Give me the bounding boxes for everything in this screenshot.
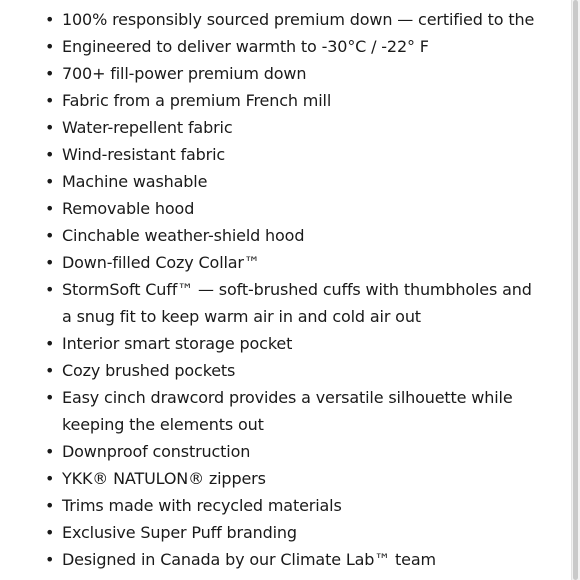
feature-item <box>0 357 572 384</box>
bullet-icon: • <box>45 361 55 380</box>
feature-text: Cinchable weather-shield hood <box>62 226 305 245</box>
feature-text: Cozy brushed pockets <box>62 361 236 380</box>
bullet-icon: • <box>45 388 55 407</box>
feature-text: Fabric from a premium French mill <box>62 91 332 110</box>
feature-item <box>0 6 572 33</box>
bullet-icon: • <box>45 334 55 353</box>
feature-text: Machine washable <box>62 172 208 191</box>
feature-item <box>0 438 572 465</box>
scrollbar-thumb[interactable] <box>573 0 578 580</box>
bullet-icon: • <box>45 10 55 29</box>
feature-text: Wind-resistant fabric <box>62 145 226 164</box>
bullet-icon: • <box>45 145 55 164</box>
feature-item <box>0 465 572 492</box>
feature-item <box>0 276 572 330</box>
feature-item <box>0 87 572 114</box>
feature-item <box>0 519 572 546</box>
bullet-icon: • <box>45 469 55 488</box>
feature-text: YKK® NATULON® zippers <box>62 469 266 488</box>
feature-item <box>0 33 572 60</box>
feature-text: Downproof construction <box>62 442 251 461</box>
feature-item <box>0 168 572 195</box>
bullet-icon: • <box>45 118 55 137</box>
feature-item <box>0 195 572 222</box>
feature-item <box>0 222 572 249</box>
bullet-icon: • <box>45 172 55 191</box>
feature-item <box>0 60 572 87</box>
feature-text: Interior smart storage pocket <box>62 334 293 353</box>
bullet-icon: • <box>45 442 55 461</box>
vertical-scrollbar[interactable] <box>571 0 580 580</box>
bullet-icon: • <box>45 496 55 515</box>
bullet-icon: • <box>45 523 55 542</box>
feature-text: Engineered to deliver warmth to -30°C / -22° F <box>62 37 429 56</box>
feature-text: Water-repellent fabric <box>62 118 233 137</box>
feature-text: 100% responsibly sourced premium down — certified to the <box>62 10 535 29</box>
feature-text: 700+ fill-power premium down <box>62 64 307 83</box>
feature-text: Easy cinch drawcord provides a versatile silhouette while keeping the elements out <box>62 388 513 434</box>
bullet-icon: • <box>45 280 55 299</box>
feature-text: Exclusive Super Puff branding <box>62 523 297 542</box>
feature-item <box>0 546 572 573</box>
feature-text: Designed in Canada by our Climate Lab™ team <box>62 550 436 569</box>
feature-text: Down-filled Cozy Collar™ <box>62 253 260 272</box>
bullet-icon: • <box>45 199 55 218</box>
feature-item <box>0 384 572 438</box>
bullet-icon: • <box>45 91 55 110</box>
bullet-icon: • <box>45 37 55 56</box>
feature-item <box>0 114 572 141</box>
feature-text: StormSoft Cuff™ — soft-brushed cuffs with thumbholes and a snug fit to keep warm air in and cold air out <box>62 280 532 326</box>
bullet-icon: • <box>45 226 55 245</box>
feature-item <box>0 249 572 276</box>
feature-item <box>0 492 572 519</box>
feature-item <box>0 330 572 357</box>
feature-item <box>0 141 572 168</box>
bullet-icon: • <box>45 550 55 569</box>
feature-text: Trims made with recycled materials <box>62 496 342 515</box>
feature-text: Removable hood <box>62 199 195 218</box>
bullet-icon: • <box>45 64 55 83</box>
bullet-icon: • <box>45 253 55 272</box>
